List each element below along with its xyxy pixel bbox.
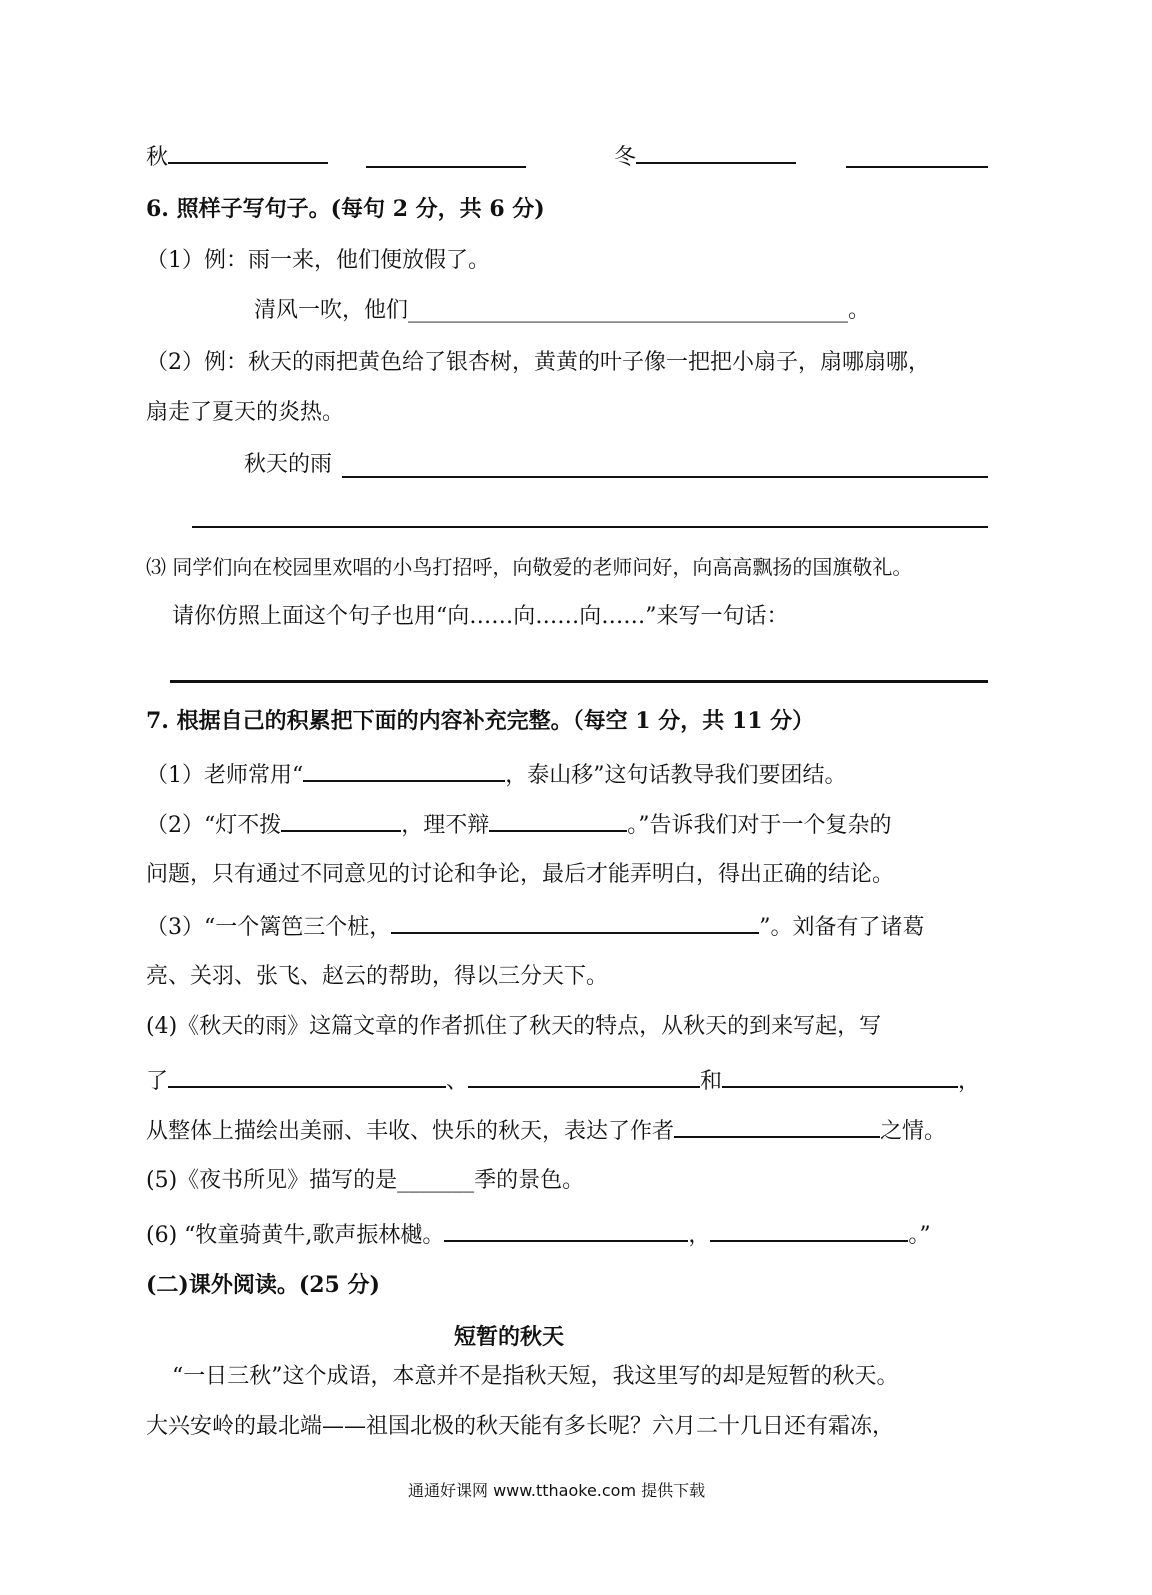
reading-heading: (二)课外阅读。(25 分) bbox=[146, 1272, 380, 1298]
q7-heading: 7. 根据自己的积累把下面的内容补充完整。（每空 1 分，共 11 分） bbox=[146, 708, 815, 734]
autumn-blank-2[interactable] bbox=[366, 166, 526, 168]
q6-s2-example-a: （2）例：秋天的雨把黄色给了银杏树，黄黄的叶子像一把把小扇子，扇哪扇哪， bbox=[146, 350, 930, 375]
q7-i4-text-d: 和 bbox=[700, 1069, 723, 1094]
season-autumn-label: 秋 bbox=[146, 145, 169, 170]
q7-i4-line-a: (4)《秋天的雨》这篇文章的作者抓住了秋天的特点，从秋天的到来写起，写 bbox=[146, 1014, 882, 1039]
q7-i3-cont: 亮、关羽、张飞、赵云的帮助，得以三分天下。 bbox=[146, 964, 609, 989]
q7-i2-text-a: （2）“灯不拨 bbox=[146, 813, 282, 838]
q6-heading: 6. 照样子写句子。(每句 2 分，共 6 分) bbox=[146, 196, 545, 222]
autumn-blank-1[interactable] bbox=[168, 140, 328, 164]
q7-i6-text-c: 。” bbox=[908, 1223, 931, 1248]
q6-s3-example: ⑶ 同学们向在校园里欢唱的小鸟打招呼，向敬爱的老师问好，向高高飘扬的国旗敬礼。 bbox=[146, 555, 913, 579]
q7-i3-text-b: ”。刘备有了诸葛 bbox=[759, 915, 925, 940]
q6-s3-blank[interactable] bbox=[170, 680, 988, 683]
q7-i4-blank-1[interactable] bbox=[168, 1064, 446, 1088]
q7-i4-text-c: 、 bbox=[446, 1069, 469, 1094]
q7-i4-text-g: 之情。 bbox=[880, 1119, 947, 1144]
q6-s1-underscores[interactable]: ________________________________________ bbox=[408, 298, 849, 323]
q7-item-2 bbox=[146, 808, 892, 841]
q7-item-6 bbox=[146, 1218, 931, 1251]
q7-i1-text-b: ，泰山移”这句话教导我们要团结。 bbox=[505, 763, 847, 788]
q7-i4-blank-4[interactable] bbox=[674, 1114, 880, 1138]
q7-i4-blank-3[interactable] bbox=[722, 1064, 958, 1088]
q7-i4-text-b: 了 bbox=[146, 1069, 169, 1094]
q7-i6-text-a: (6) “牧童骑黄牛,歌声振林樾。 bbox=[146, 1223, 445, 1248]
q7-i2-text-c: 。”告诉我们对于一个复杂的 bbox=[627, 813, 892, 838]
q6-s3-prompt: 请你仿照上面这个句子也用“向……向……向……”来写一句话： bbox=[172, 604, 789, 629]
q7-i1-text-a: （1）老师常用“ bbox=[146, 763, 304, 788]
q7-i4-line-c bbox=[146, 1114, 946, 1147]
q7-i3-blank[interactable] bbox=[391, 910, 759, 934]
q7-i6-blank-1[interactable] bbox=[444, 1218, 688, 1242]
q7-item-5: (5)《夜书所见》描写的是_______季的景色。 bbox=[146, 1168, 585, 1193]
q7-i2-blank-2[interactable] bbox=[489, 808, 627, 832]
reading-paragraph-2: 大兴安岭的最北端——祖国北极的秋天能有多长呢？六月二十几日还有霜冻， bbox=[146, 1414, 895, 1439]
q6-s2-example-b: 扇走了夏天的炎热。 bbox=[146, 400, 345, 425]
q7-i1-blank[interactable] bbox=[303, 758, 505, 782]
season-winter-label: 冬 bbox=[614, 145, 637, 170]
q7-i6-blank-2[interactable] bbox=[710, 1218, 908, 1242]
q7-i3-text-a: （3）“一个篱笆三个桩， bbox=[146, 915, 392, 940]
q7-i4-line-b bbox=[146, 1064, 980, 1097]
q6-s1-prompt: 清风一吹，他们 bbox=[254, 298, 409, 323]
q7-i6-text-b: ， bbox=[688, 1223, 711, 1248]
q7-i4-text-f: 从整体上描绘出美丽、丰收、快乐的秋天，表达了作者 bbox=[146, 1119, 675, 1144]
q6-s1-answer bbox=[254, 296, 870, 326]
q7-i2-blank-1[interactable] bbox=[281, 808, 401, 832]
q7-i4-text-e: ， bbox=[958, 1069, 981, 1094]
reading-paragraph-1: “一日三秋”这个成语，本意并不是指秋天短，我这里写的却是短暂的秋天。 bbox=[172, 1364, 899, 1389]
winter-blank-2[interactable] bbox=[846, 166, 988, 168]
q6-s2-blank-1[interactable] bbox=[342, 476, 988, 478]
q6-s2-blank-2[interactable] bbox=[192, 526, 988, 528]
q7-item-3 bbox=[146, 910, 925, 943]
season-row bbox=[146, 140, 328, 173]
q7-i2-text-b: ，理不辩 bbox=[401, 813, 490, 838]
q7-item-1 bbox=[146, 758, 847, 791]
q7-i4-blank-2[interactable] bbox=[468, 1064, 700, 1088]
q6-s1-example: （1）例：雨一来，他们便放假了。 bbox=[146, 248, 490, 273]
reading-title: 短暂的秋天 bbox=[454, 1324, 565, 1350]
q7-i2-cont: 问题，只有通过不同意见的讨论和争论，最后才能弄明白，得出正确的结论。 bbox=[146, 862, 895, 887]
winter-blank-1[interactable] bbox=[636, 140, 796, 164]
q6-s2-prompt: 秋天的雨 bbox=[244, 452, 333, 477]
season-winter bbox=[614, 140, 796, 173]
q6-s1-end: 。 bbox=[848, 298, 871, 323]
footer-text: 通通好课网 www.tthaoke.com 提供下载 bbox=[408, 1481, 706, 1500]
